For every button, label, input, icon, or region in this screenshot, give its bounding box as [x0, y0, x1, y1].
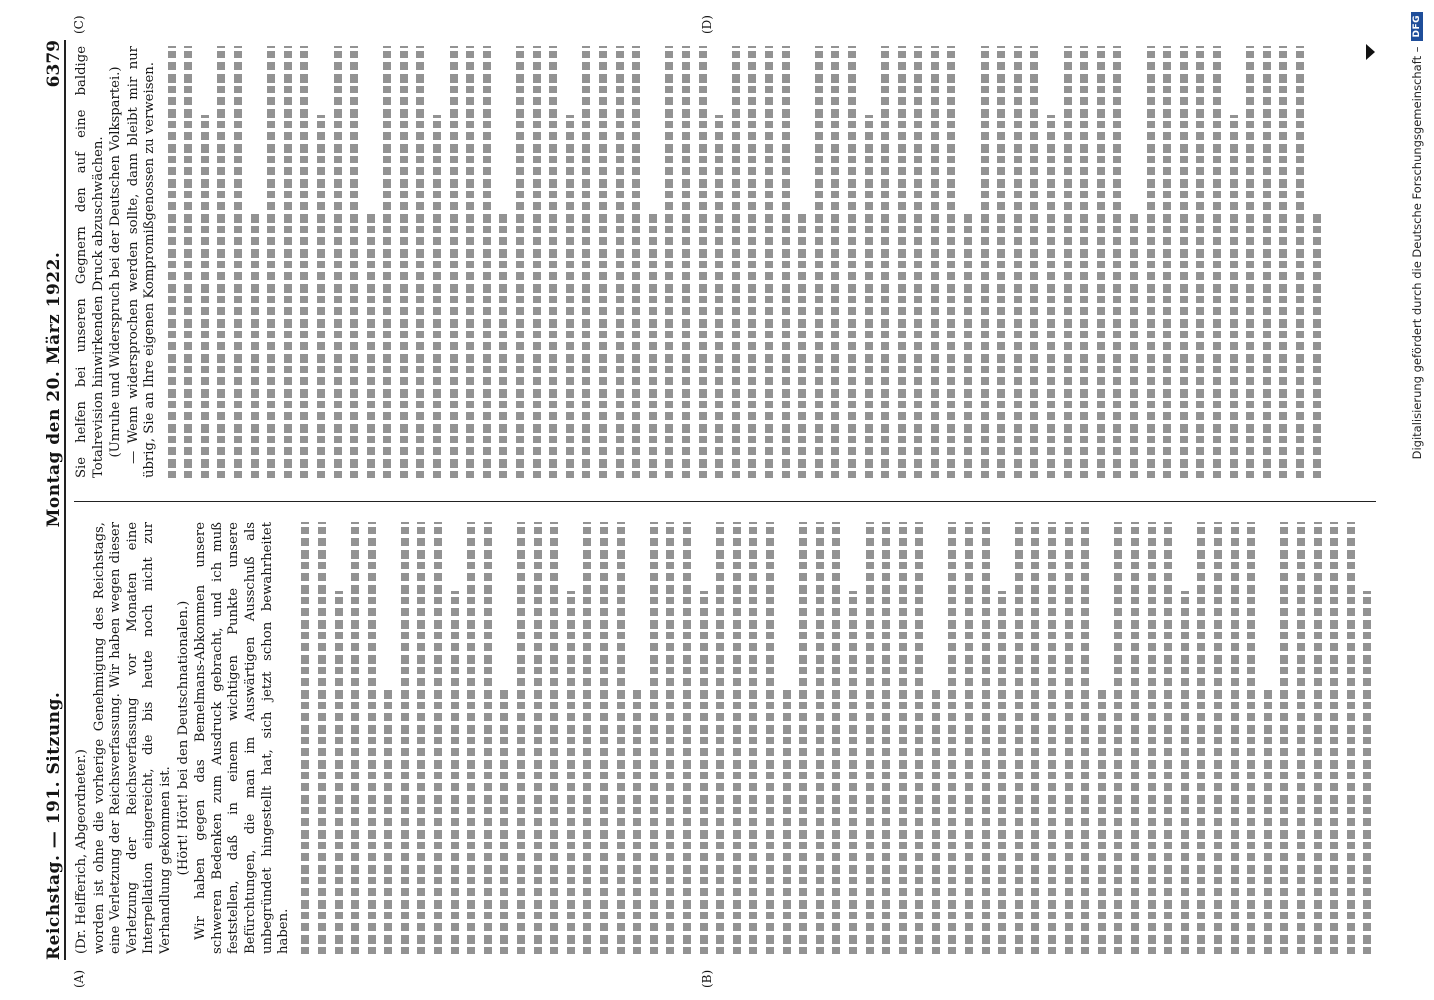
- paragraph: Sie helfen bei unseren Gegnern den auf eine baldige Totalrevision hinwirkenden Druck abzuschwächen.: [74, 46, 106, 478]
- margin-marker-b: (B): [700, 969, 714, 988]
- credit-text: Digitalisierung gefördert durch die Deutsche Forschungsgemeinschaft –: [1410, 46, 1424, 460]
- paragraph: worden ist ohne die vorherige Genehmigung des Reichstags, eine Verletzung der Reichsverfassung. Wir haben wegen dieser Verletzung der Reichsverfassung vor Monaten eine Interpellation eingereicht, die bis heute noch nicht zur Verhandlung gekommen ist.: [91, 522, 173, 954]
- paragraph: — Wenn widersprochen werden sollte, dann bleibt mir nur übrig, Sie an Ihre eigenen Kompromißgenossen zu verweisen.: [125, 46, 158, 478]
- margin-marker-a: (A): [72, 969, 86, 988]
- interjection: (Hört! Hört! bei den Deutschnationalen.): [175, 600, 191, 876]
- digitization-credit: [1408, 0, 1426, 1000]
- header-left: Reichstag. — 191. Sitzung.: [44, 691, 64, 960]
- interjection: (Unruhe und Widerspruch bei der Deutschen Volkspartei.): [108, 66, 124, 458]
- header-right: Montag den 20. März 1922.: [44, 251, 64, 528]
- column-divider: [74, 501, 1376, 502]
- text-column-right: [74, 46, 1376, 478]
- margin-marker-d: (D): [700, 15, 714, 34]
- speaker-line: (Dr. Helfferich, Abgeordneter.): [74, 749, 89, 954]
- illegible-text-block: [168, 46, 1321, 478]
- running-header: [28, 40, 66, 960]
- illegible-text-block: [301, 522, 1376, 954]
- margin-marker-c: (C): [72, 15, 86, 34]
- end-of-page-mark: [1366, 44, 1375, 60]
- page-number: 6379: [44, 40, 64, 88]
- paragraph: Wir haben gegen das Bemelmans-Abkommen unsere schweren Bedenken zum Ausdruck gebracht, und ich muß feststellen, daß in einem wichtigen Punkte unsere Befürchtungen, die man im Auswärtigen Ausschuß als unbegründet hingestellt hat, sich jetzt schon bewahrheitet haben.: [193, 522, 292, 954]
- text-column-left: [74, 522, 1376, 954]
- dfg-logo: DFG: [1411, 12, 1423, 41]
